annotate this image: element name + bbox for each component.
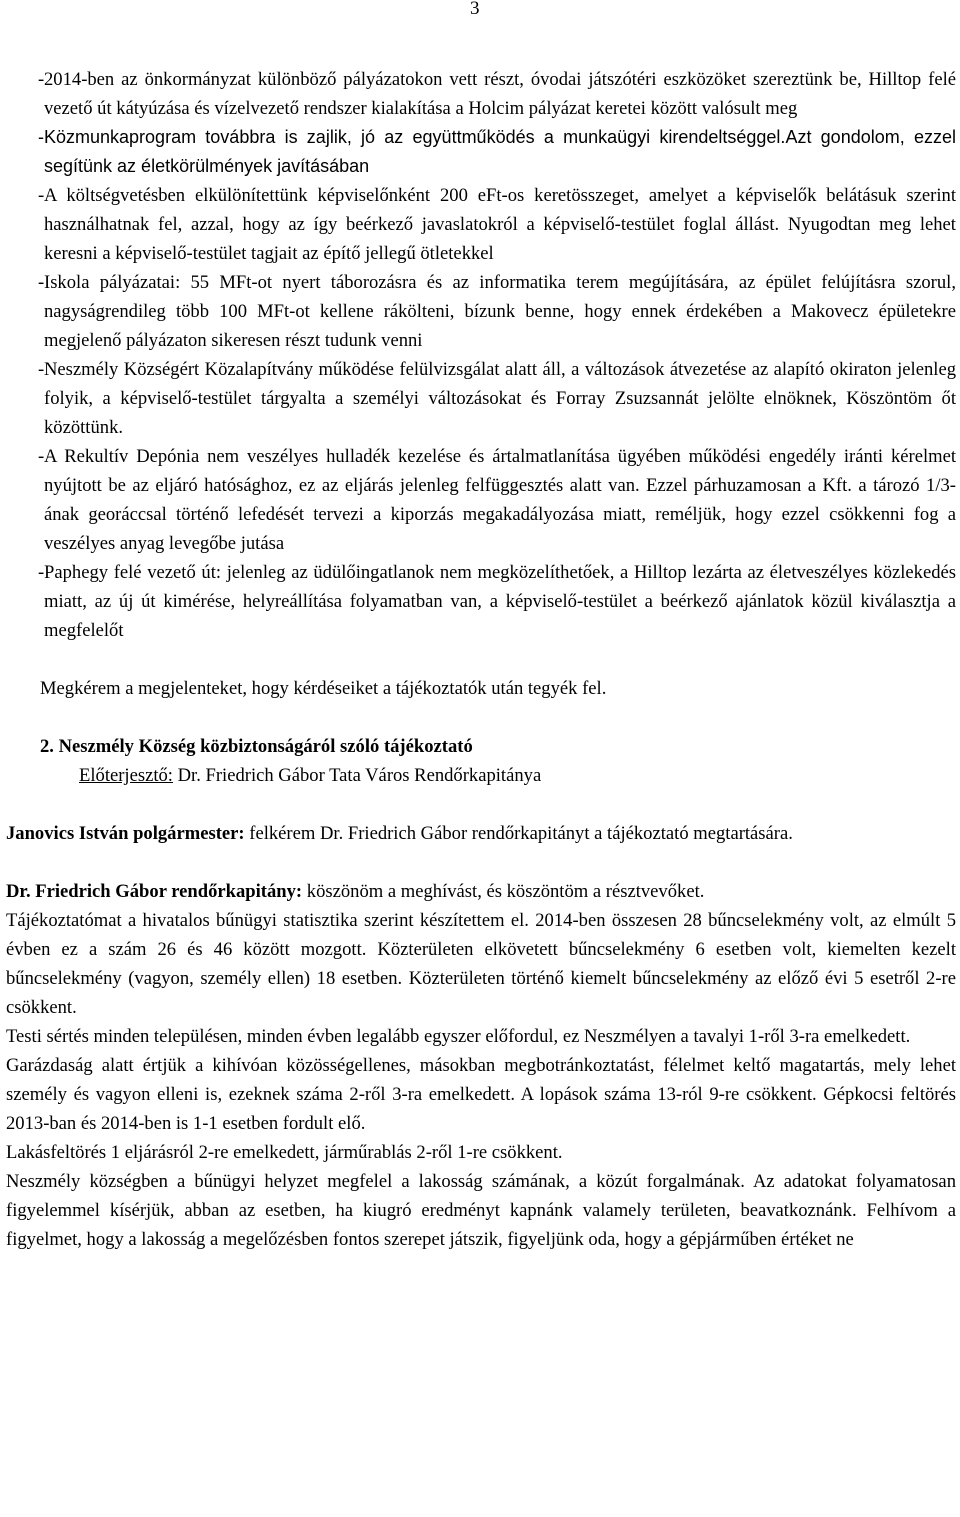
list-item: [6, 442, 956, 558]
list-item-text-part: Nyugodtan meg lehet keresni a képviselő-testület tagjait az építő jellegű ötletekkel: [44, 214, 956, 264]
agenda-number: 2.: [40, 736, 54, 757]
agenda-title: Neszmély Község közbiztonságáról szóló tájékoztató: [58, 736, 473, 757]
document-body: [6, 65, 956, 1254]
mayor-speaker: Janovics István polgármester:: [6, 823, 245, 844]
list-dash: -: [38, 127, 44, 147]
page-number: 3: [470, 0, 480, 19]
list-dash: -: [38, 359, 45, 380]
captain-intro: [6, 877, 956, 906]
spacer: [6, 703, 956, 732]
agenda-presenter: [6, 761, 956, 790]
captain-paragraph: Tájékoztatómat a hivatalos bűnügyi statisztika szerint készítettem el. 2014-ben összesen 28 bűncselekmény volt, az elmúlt 5 évben ez a szám 26 és 46 között mozgott. Közterületen elkövetett bűncselekmény 6 esetben volt, kiemelten kezelt bűncselekmény (vagyon, személy ellen) 18 esetben. Közterületen történő kiemelt bűncselekmény az előző évi 5 esetről 2-re csökkent.: [6, 910, 956, 1018]
list-item: [6, 268, 956, 355]
captain-speaker: Dr. Friedrich Gábor rendőrkapitány:: [6, 881, 303, 902]
list-item-text: Iskola pályázatai: 55 MFt-ot nyert táborozásra és az informatika terem megújítására, az épület felújításra szorul, nagyságrendileg több 100 MFt-ot kellene rákölteni, bízunk benne, hogy ennek érdekében a Makovecz épületekre megjelenő pályázaton sikeresen részt tudunk venni: [44, 272, 956, 351]
list-item: [6, 181, 956, 268]
mayor-text: felkérem Dr. Friedrich Gábor rendőrkapitányt a tájékoztató megtartására.: [244, 823, 793, 844]
list-item-text-part: Közmunkaprogram továbbra is zajlik, jó az együttműködés a munkaügyi kirendeltséggel.: [44, 127, 786, 147]
list-dash: -: [38, 69, 45, 90]
captain-paragraph: Neszmély községben a bűnügyi helyzet megfelel a lakosság számának, a közút forgalmának. Az adatokat folyamatosan figyelemmel kísérjük, abban az esetben, ha kiugró eredményt kapnánk valamely területen, beavatkoznánk. Felhívom a figyelmet, hogy a lakosság a megelőzésben fontos szerepet játszik, figyeljünk oda, hogy a gépjárműben értéket ne: [6, 1171, 956, 1250]
list-item-text-part: Azt gondolom, ezzel segítünk az életkörülmények javításában: [44, 127, 956, 176]
list-item-text: [44, 123, 956, 181]
agenda-heading: [6, 732, 956, 761]
closing-request: Megkérem a megjelenteket, hogy kérdéseiket a tájékoztatók után tegyék fel.: [40, 678, 607, 699]
list-item-text: A Rekultív Depónia nem veszélyes hulladék kezelése és ártalmatlanítása ügyében működési engedély iránti kérelmet nyújtott be az eljáró hatósághoz, ez az eljárás jelenleg felfüggesztés alatt van. Ezzel párhuzamosan a Kft. a tározó 1/3-ának georáccsal történő lefedését tervezi a kiporzás megakadályozása miatt, reméljük, hogy ezzel csökkenni fog a veszélyes anyag levegőbe jutása: [44, 446, 956, 554]
list-item: [6, 65, 956, 123]
captain-paragraph: Garázdaság alatt értjük a kihívóan közösségellenes, másokban megbotránkoztatást, félelmet keltő magatartás, mely lehet személy és vagyon elleni is, ezeknek száma 2-ről 3-ra emelkedett. A lopások száma 13-ról 9-re csökkent. Gépkocsi feltörés 2013-ban és 2014-ben is 1-1 esetben fordult elő.: [6, 1055, 956, 1134]
list-dash: -: [38, 272, 45, 293]
spacer: [6, 645, 956, 674]
presenter-label: Előterjesztő:: [79, 765, 173, 786]
list-item-text: [44, 181, 956, 268]
spacer: [6, 790, 956, 819]
list-dash: -: [38, 185, 45, 206]
list-item-text: Paphegy felé vezető út: jelenleg az üdülőingatlanok nem megközelíthetőek, a Hilltop lezárta az életveszélyes közlekedés miatt, az új út kimérése, helyreállítása folyamatban van, a képviselő-testület a beérkező ajánlatok közül kiválasztja a megfelelőt: [44, 562, 956, 641]
captain-paragraph: Testi sértés minden településen, minden évben legalább egyszer előfordul, ez Neszmélyen a tavalyi 1-ről 3-ra emelkedett.: [6, 1026, 911, 1047]
mayor-statement: [6, 819, 956, 848]
list-dash: -: [38, 446, 45, 467]
list-item: [6, 558, 956, 645]
list-item: [6, 355, 956, 442]
captain-intro-text: köszönöm a meghívást, és köszöntöm a résztvevőket.: [302, 881, 705, 902]
list-dash: -: [38, 562, 45, 583]
presenter-value: Dr. Friedrich Gábor Tata Város Rendőrkapitánya: [172, 765, 542, 786]
list-item-text-part: A költségvetésben elkülönítettünk képviselőnként 200 eFt-os keretösszeget, amelyet a képviselők belátásuk szerint használhatnak fel, azzal, hogy az így beérkező javaslatokról a képviselő-testület foglal állást.: [44, 185, 956, 235]
spacer: [6, 848, 956, 877]
captain-paragraph: Lakásfeltörés 1 eljárásról 2-re emelkedett, járműrablás 2-ről 1-re csökkent.: [6, 1142, 563, 1163]
list-item-text: 2014-ben az önkormányzat különböző pályázatokon vett részt, óvodai játszótéri eszközöket szereztünk be, Hilltop felé vezető út kátyúzása és vízelvezető rendszer kialakítása a Holcim pályázat keretei között valósult meg: [44, 69, 956, 119]
list-item-text: Neszmély Községért Közalapítvány működése felülvizsgálat alatt áll, a változások átvezetése az alapító okiraton jelenleg folyik, a képviselő-testület tárgyalta a személyi változásokat és Forray Zsuzsannát jelölte elnöknek, Köszöntöm őt közöttünk.: [44, 359, 956, 438]
list-item: [6, 123, 956, 181]
